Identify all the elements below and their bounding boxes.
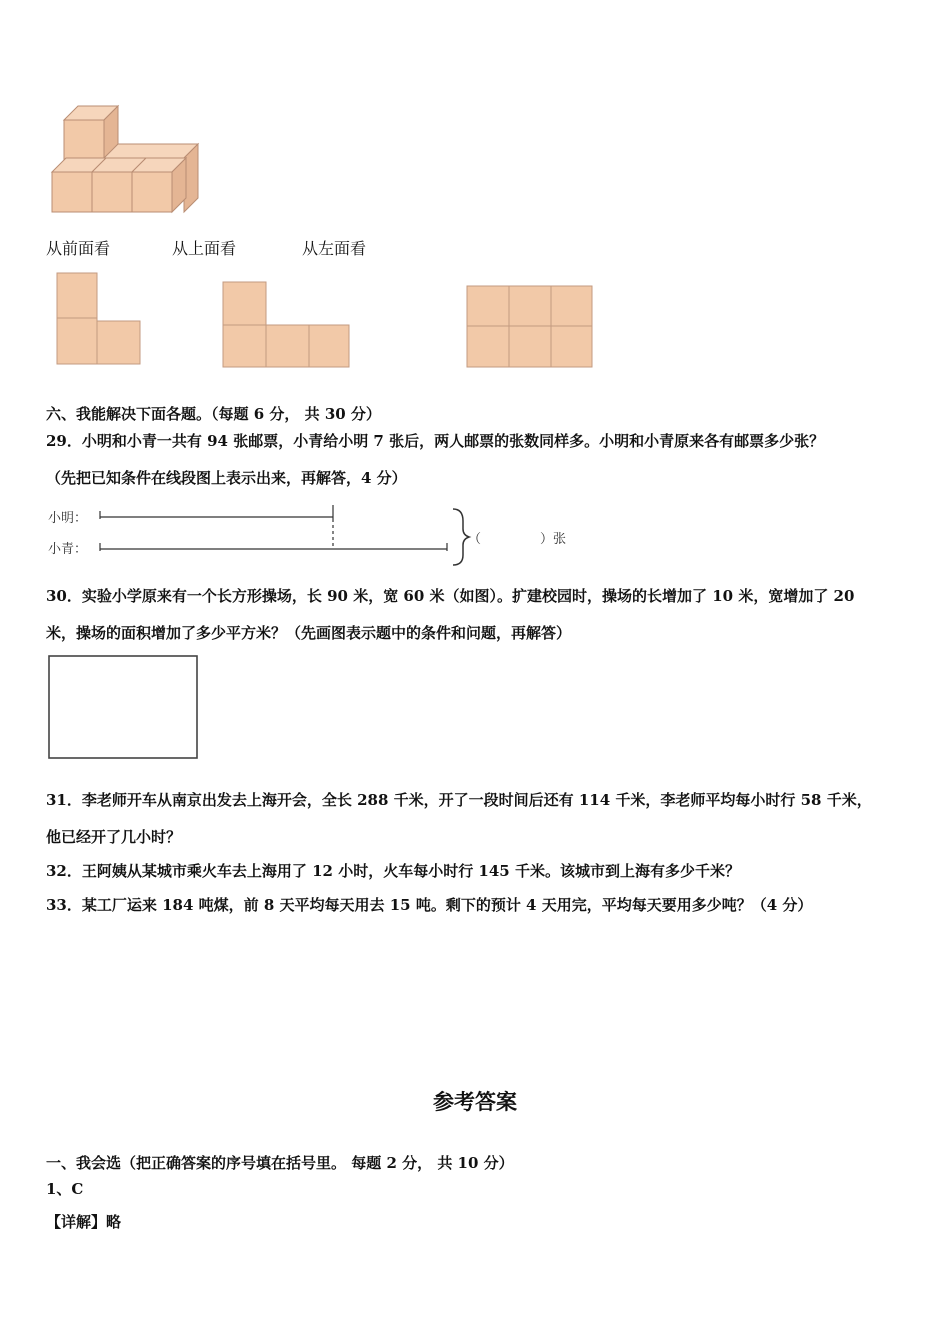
playground-rectangle bbox=[47, 654, 199, 760]
view-label-top: 从上面看 bbox=[172, 239, 237, 258]
answer-1-detail: 【详解】略 bbox=[46, 1213, 122, 1231]
answers-section1-heading: 一、我会选（把正确答案的序号填在括号里。 每题 2 分， 共 10 分） bbox=[46, 1154, 514, 1172]
q31-line1: 31．李老师开车从南京出发去上海开会，全长 288 千米，开了一段时间后还有 114 千米，李老师平均每小时行 58 千米， bbox=[46, 791, 872, 809]
cube-figure bbox=[48, 102, 208, 217]
section6-heading: 六、我能解决下面各题。（每题 6 分， 共 30 分） bbox=[46, 405, 381, 423]
q29-note: （先把已知条件在线段图上表示出来，再解答，4 分） bbox=[46, 469, 407, 487]
top-view-figure bbox=[222, 281, 352, 369]
brace-close: ）张 bbox=[540, 532, 567, 547]
brace-open: （ bbox=[468, 532, 482, 547]
view-label-left: 从左面看 bbox=[302, 239, 367, 258]
label-xiaoming: 小明： bbox=[48, 511, 88, 526]
q32-text: 32．王阿姨从某城市乘火车去上海用了 12 小时，火车每小时行 145 千米。该城市到上海有多少千米？ bbox=[46, 862, 740, 880]
answer-1: 1、C bbox=[46, 1180, 84, 1198]
front-view-figure bbox=[56, 272, 142, 367]
label-xiaoqing: 小青： bbox=[48, 542, 88, 557]
q33-text: 33．某工厂运来 184 吨煤，前 8 天平均每天用去 15 吨。剩下的预计 4 天用完，平均每天要用多少吨？（4 分） bbox=[46, 896, 813, 914]
answers-title: 参考答案 bbox=[433, 1090, 517, 1114]
view-label-front: 从前面看 bbox=[46, 239, 111, 258]
q30-line1: 30．实验小学原来有一个长方形操场，长 90 米，宽 60 米（如图）。扩建校园时，操场的长增加了 10 米，宽增加了 20 bbox=[46, 587, 855, 605]
q30-line2: 米，操场的面积增加了多少平方米？（先画图表示题中的条件和问题，再解答） bbox=[46, 624, 572, 642]
segment-diagram bbox=[95, 503, 475, 573]
left-view-figure bbox=[466, 285, 594, 369]
q29-text: 29．小明和小青一共有 94 张邮票，小青给小明 7 张后，两人邮票的张数同样多。小明和小青原来各有邮票多少张？ bbox=[46, 432, 825, 450]
q31-line2: 他已经开了几小时？ bbox=[46, 828, 182, 846]
